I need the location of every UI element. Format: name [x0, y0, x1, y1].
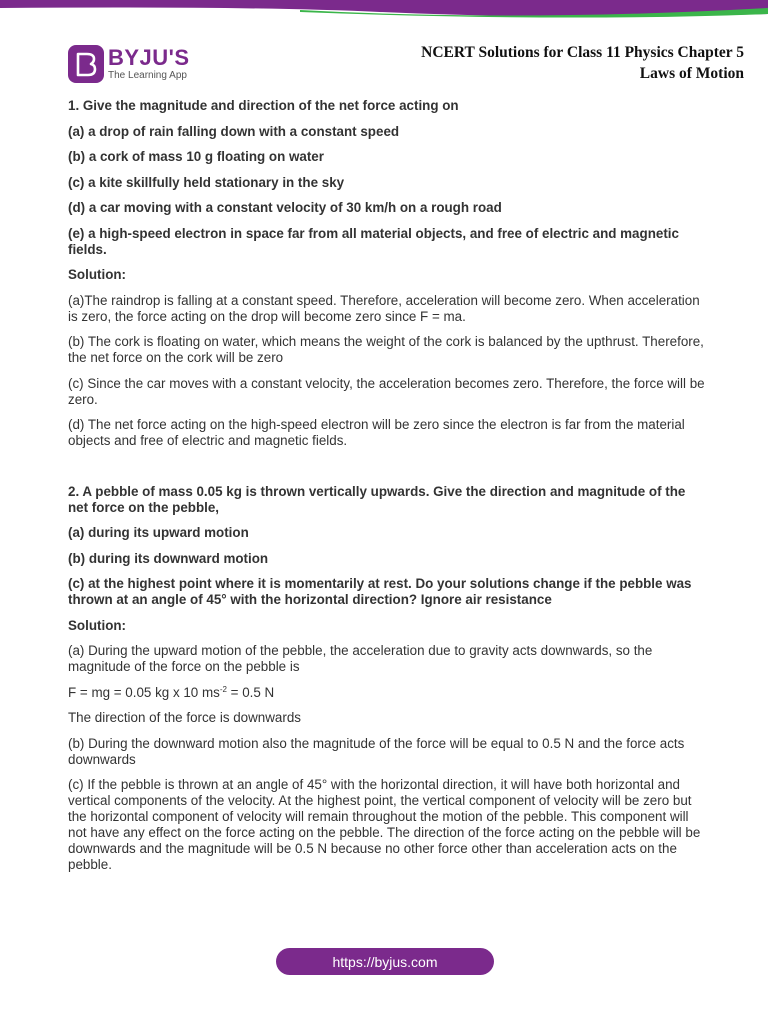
equation-lhs: F = mg = 0.05 kg x 10 ms	[68, 684, 220, 700]
q1-answer-d: (d) The net force acting on the high-speed electron will be zero since the electron is far from the material objects and free of electric and magnetic fields.	[68, 417, 685, 448]
q2-direction-note: The direction of the force is downwards	[68, 710, 301, 725]
q2-part-c: (c) at the highest point where it is momentarily at rest. Do your solutions change if the pebble was thrown at an angle of 45° with the horizontal direction? Ignore air resistance	[68, 576, 692, 607]
q2-solution-label: Solution:	[68, 617, 127, 633]
document-body	[68, 98, 708, 883]
q2-part-b: (b) during its downward motion	[68, 550, 269, 566]
q2-answer-b: (b) During the downward motion also the magnitude of the force will be equal to 0.5 N and the force acts downwards	[68, 735, 685, 767]
page-title	[421, 42, 744, 84]
title-line-2: Laws of Motion	[639, 65, 744, 82]
q1-answer-b: (b) The cork is floating on water, which means the weight of the cork is balanced by the upthrust. Therefore, the net force on the cork will be zero	[68, 334, 704, 365]
q1-solution-label: Solution:	[68, 267, 127, 282]
brand-tagline: The Learning App	[108, 70, 187, 81]
footer-url-link[interactable]: https://byjus.com	[276, 948, 494, 975]
q1-question: 1. Give the magnitude and direction of the net force acting on	[68, 98, 459, 113]
brand-name: BYJU'S	[108, 45, 190, 70]
q2-answer-c: (c) If the pebble is thrown at an angle of 45° with the horizontal direction, it will have both horizontal and vertical components of the velocity. At the highest point, the vertical component of velocity will be zero but the horizontal component of velocity will remain throughout the motion of the pebble. This component will not have any effect on the force acting on the pebble. The direction of the force acting on the pebble will be downwards and the magnitude will be 0.5 N because no other force other than acceleration acts on the pebble.	[68, 777, 701, 872]
q1-part-a: (a) a drop of rain falling down with a constant speed	[68, 123, 400, 139]
q2-question: 2. A pebble of mass 0.05 kg is thrown vertically upwards. Give the direction and magnitude of the net force on the pebble,	[68, 483, 686, 515]
byjus-logo	[68, 44, 190, 84]
q1-answer-c: (c) Since the car moves with a constant velocity, the acceleration becomes zero. Therefore, the force will be zero.	[68, 375, 705, 407]
q1-part-c: (c) a kite skillfully held stationary in the sky	[68, 174, 345, 190]
section-gap	[68, 459, 708, 484]
equation-exponent: -2	[219, 684, 227, 694]
q1-part-d: (d) a car moving with a constant velocity of 30 km/h on a rough road	[68, 200, 502, 215]
q2-answer-a: (a) During the upward motion of the pebble, the acceleration due to gravity acts downwards, so the magnitude of the force on the pebble is	[68, 643, 653, 674]
q1-part-e: (e) a high-speed electron in space far from all material objects, and free of electric and magnetic fields.	[68, 225, 679, 257]
title-line-1: NCERT Solutions for Class 11 Physics Chapter 5	[421, 44, 744, 61]
q1-answer-a: (a)The raindrop is falling at a constant speed. Therefore, acceleration will become zero. When acceleration is zero, the force acting on the drop will become zero since F = ma.	[68, 292, 700, 324]
top-decorative-band	[0, 0, 768, 22]
logo-mark-icon	[68, 45, 104, 83]
q2-part-a: (a) during its upward motion	[68, 525, 249, 540]
q1-part-b: (b) a cork of mass 10 g floating on water	[68, 149, 324, 164]
q2-equation	[68, 685, 708, 701]
equation-rhs: = 0.5 N	[226, 684, 275, 700]
